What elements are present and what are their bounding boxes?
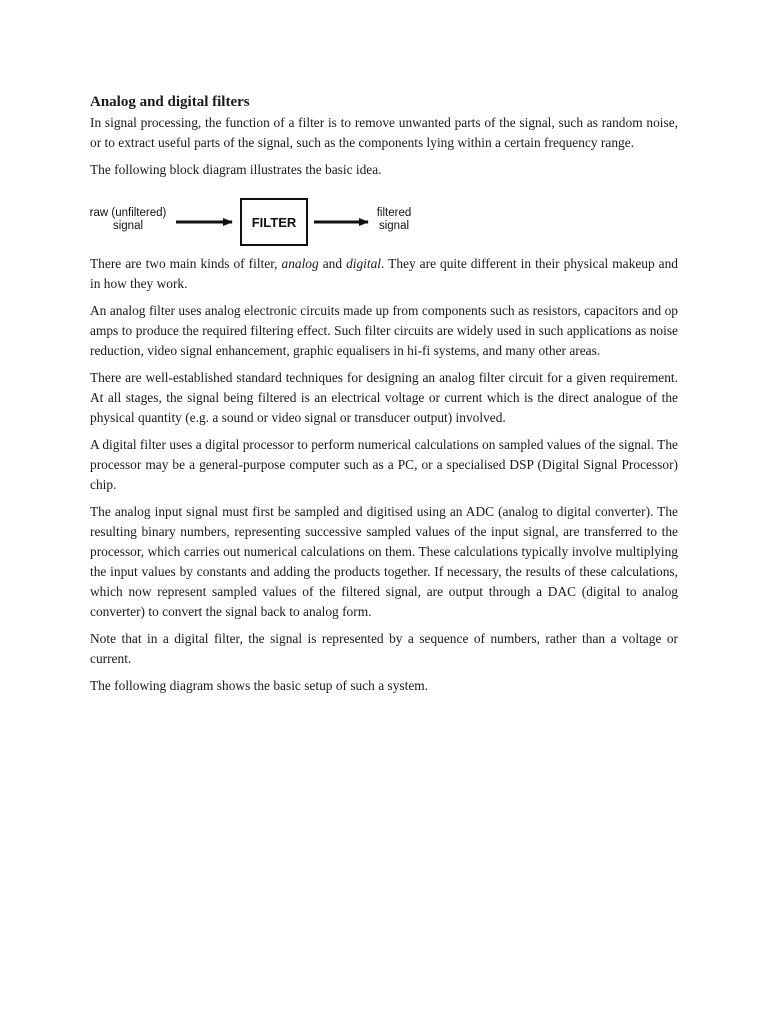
filter-block-diagram-graphic [90, 187, 678, 253]
section-heading: Analog and digital filters [90, 94, 250, 110]
paragraph-analog-filter: An analog filter uses analog electronic circuits made up from components such as resistors, capacitors and op amps to produce the required filtering effect. Such filter circuits are widely used in such applications as noise reduction, video signal enhancement, graphic equalisers in hi-fi systems, and many other areas. [90, 303, 678, 358]
filter-kinds-text-b: and [318, 256, 347, 271]
output-signal-label-line1: filtered [376, 207, 412, 219]
paragraph-adc-dac-process: The analog input signal must first be sampled and digitised using an ADC (analog to digital converter). The resulting binary numbers, representing successive sampled values of the input signal, are transferred to the processor, which carries out numerical calculations on them. These calculations typically involve multiplying the input values by constants and adding the products together. If necessary, the results of these calculations, which now represent sampled values of the filtered signal, are output through a DAC (digital to analog converter) to convert the signal back to analog form. [90, 504, 678, 619]
document-body [90, 92, 678, 703]
input-signal-label-line2: signal [112, 220, 144, 232]
paragraph-setup-intro: The following diagram shows the basic setup of such a system. [90, 678, 429, 693]
paragraph-diagram-intro: The following block diagram illustrates the basic idea. [90, 162, 382, 177]
filter-kinds-text-c: . They are quite different in their physical makeup and in how they work. [90, 256, 679, 291]
filter-box-label: FILTER [251, 215, 297, 230]
paragraph-analog-design: There are well-established standard techniques for designing an analog filter circuit for a given requirement. At all stages, the signal being filtered is an electrical voltage or current which is the direct analogue of the physical quantity (e.g. a sound or video signal or transducer output) involved. [90, 370, 678, 425]
paragraph-digital-filter: A digital filter uses a digital processor to perform numerical calculations on sampled values of the signal. The processor may be a general-purpose computer such as a PC, or a specialised DSP (Digital Signal Processor) chip. [90, 437, 678, 492]
input-signal-label-line1: raw (unfiltered) [90, 207, 167, 219]
analog-term: analog [281, 256, 319, 271]
output-signal-label-line2: signal [378, 220, 410, 232]
digital-term: digital [346, 256, 382, 271]
filter-block-diagram [90, 187, 678, 253]
filter-kinds-text-a: There are two main kinds of filter, [90, 256, 282, 271]
paragraph-digital-representation: Note that in a digital filter, the signal is represented by a sequence of numbers, rather than a voltage or current. [90, 631, 678, 666]
paragraph-filter-function: In signal processing, the function of a filter is to remove unwanted parts of the signal, such as random noise, or to extract useful parts of the signal, such as the components lying within a certain frequency range. [90, 115, 678, 150]
paragraph-filter-kinds [90, 254, 678, 294]
